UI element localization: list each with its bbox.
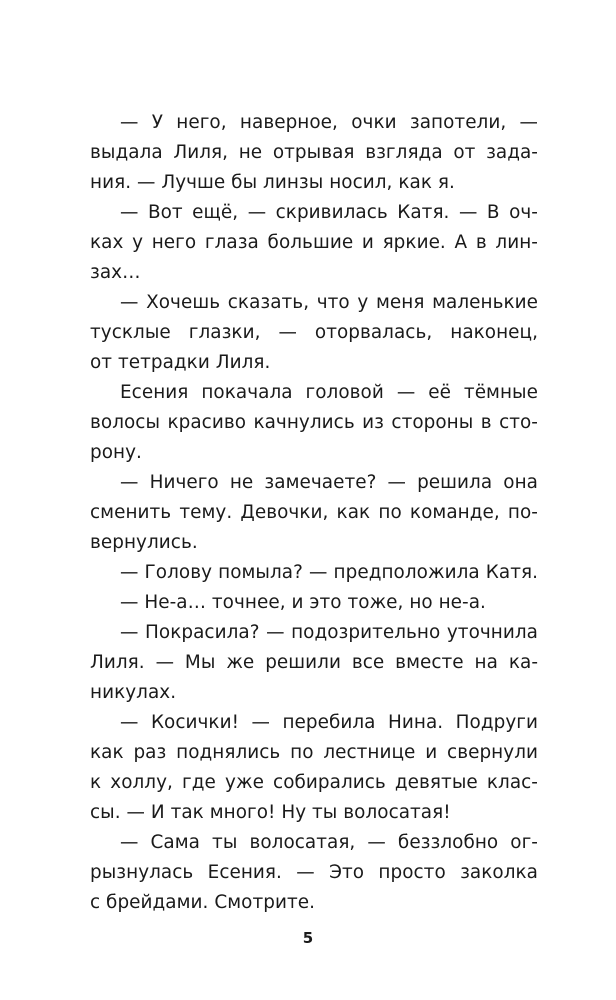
text-line: — Косички! — перебила Нина. Подруги xyxy=(120,712,538,733)
text-line: к холлу, где уже собирались девятые клас- xyxy=(90,772,538,793)
text-line: — Вот ещё, — скривилась Катя. — В оч- xyxy=(120,202,538,223)
text-line: — Голову помыла? — предположила Катя. xyxy=(120,562,538,583)
text-line: волосы красиво качнулись из стороны в сто- xyxy=(90,412,538,433)
text-line: рызнулась Есения. — Это просто заколка xyxy=(90,862,538,883)
page-number: 5 xyxy=(302,929,314,947)
text-line: — Не-а… точнее, и это тоже, но не-а. xyxy=(120,592,486,613)
text-line: как раз поднялись по лестнице и свернули xyxy=(90,742,538,763)
text-line: сы. — И так много! Ну ты волосатая! xyxy=(90,802,451,823)
text-line: вернулись. xyxy=(90,532,198,553)
text-line: Лиля. — Мы же решили все вместе на ка- xyxy=(90,652,538,673)
text-line: с брейдами. Смотрите. xyxy=(90,892,315,913)
text-line: сменить тему. Девочки, как по команде, по- xyxy=(90,502,538,523)
text-line: выдала Лиля, не отрывая взгляда от зада- xyxy=(90,142,538,163)
text-line: рону. xyxy=(90,442,142,463)
text-line: — Хочешь сказать, что у меня маленькие xyxy=(120,292,538,313)
text-line: ках у него глаза большие и яркие. А в лин- xyxy=(90,232,538,253)
text-line: Есения покачала головой — её тёмные xyxy=(120,382,538,403)
text-line: — Покрасила? — подозрительно уточнила xyxy=(120,622,538,643)
text-line: — У него, наверное, очки запотели, — xyxy=(120,112,538,133)
text-line: ния. — Лучше бы линзы носил, как я. xyxy=(90,172,455,193)
text-line: никулах. xyxy=(90,682,177,703)
text-line: — Ничего не замечаете? — решила она xyxy=(120,472,538,493)
text-line: зах… xyxy=(90,262,141,283)
text-line: тусклые глазки, — оторвалась, наконец, xyxy=(90,322,538,343)
text-line: от тетрадки Лиля. xyxy=(90,352,271,373)
text-line: — Сама ты волосатая, — беззлобно ог- xyxy=(120,832,538,853)
